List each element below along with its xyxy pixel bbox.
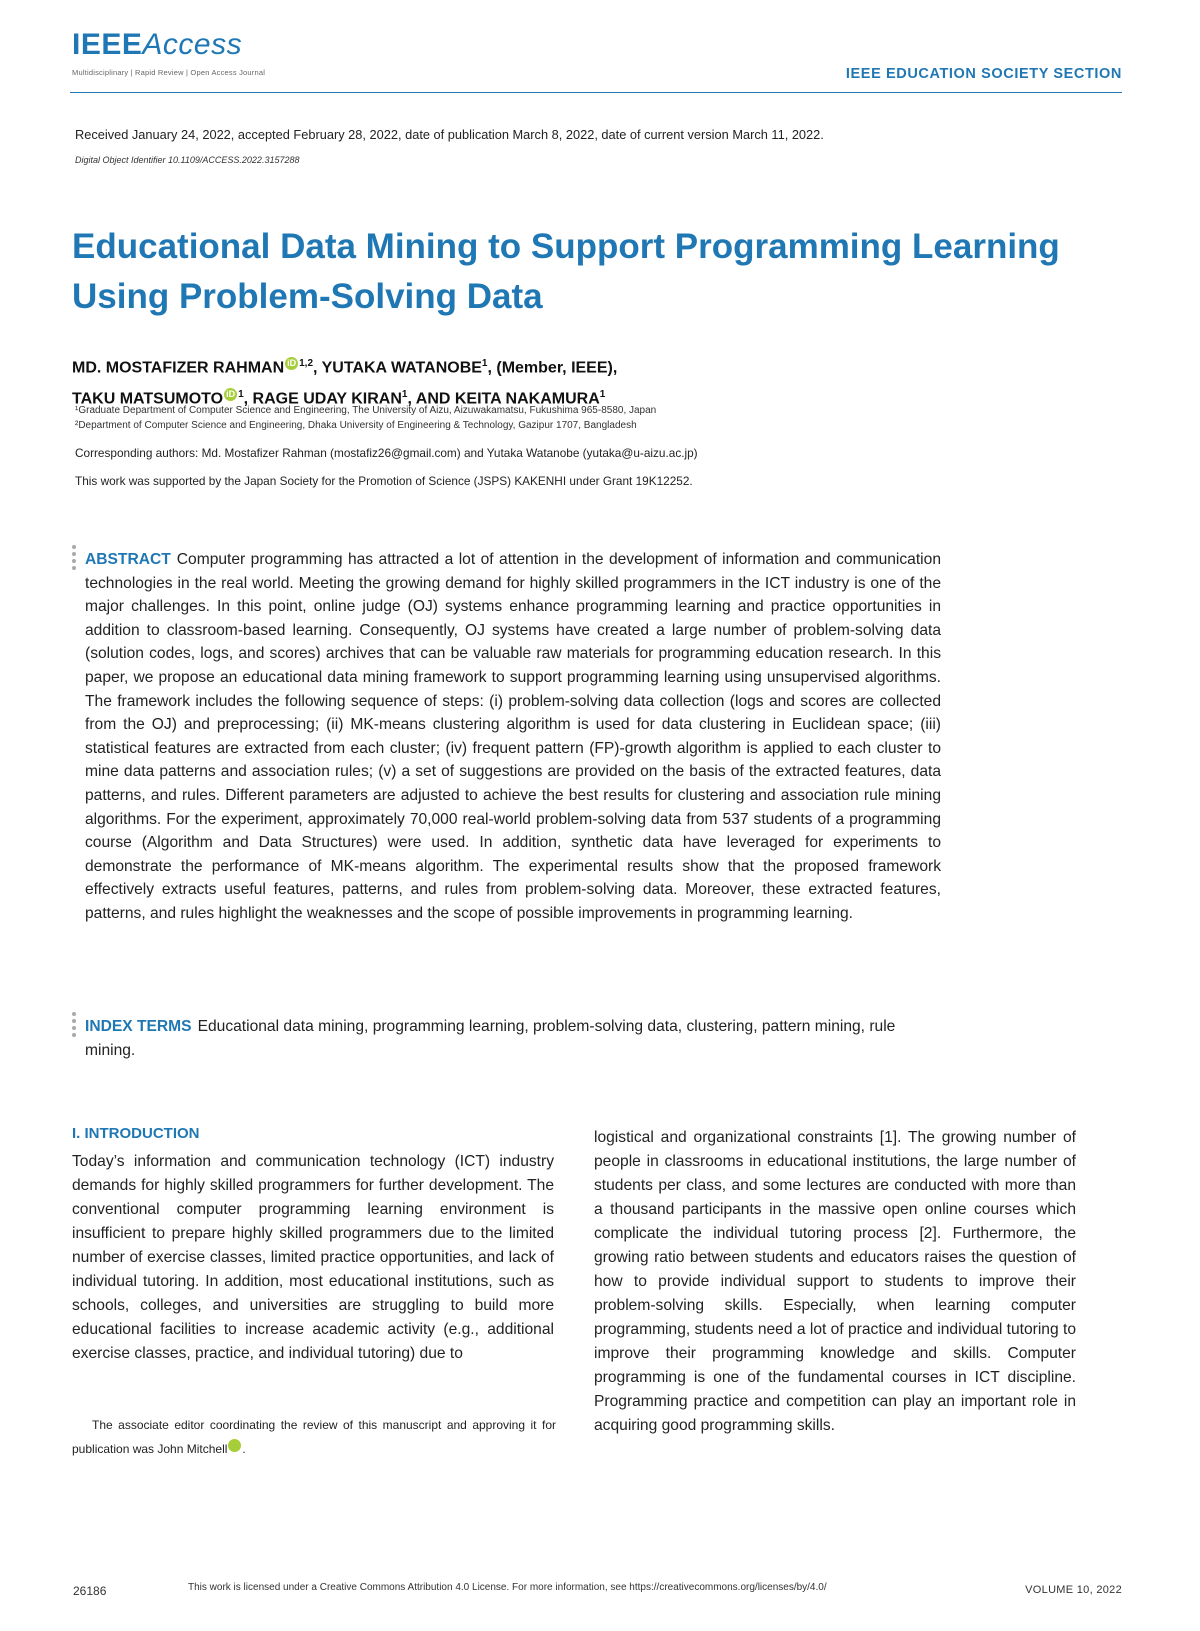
paper-title: Educational Data Mining to Support Programming Learning Using Problem-Solving Data bbox=[72, 227, 1060, 316]
affiliation: ²Department of Computer Science and Engineering, Dhaka University of Engineering & Technology, Gazipur 1707, Bangladesh bbox=[75, 420, 637, 431]
author-name: TAKU MATSUMOTO bbox=[72, 390, 224, 408]
author-affil-sup: 1 bbox=[401, 389, 408, 401]
author-name: , RAGE UDAY KIRAN bbox=[243, 390, 402, 408]
author-name: , YUTAKA WATANOBE bbox=[313, 359, 482, 377]
body-column-left: Today’s information and communication technology (ICT) industry demands for highly skilled programmers for further development. The conventional computer programming learning environment is insufficient to prepare highly skilled programmers due to the limited number of exercise classes, limited practice opportunities, and lack of individual tutoring. In addition, most educational institutions, such as schools, colleges, and universities are struggling to build more educational facilities to increase academic activity (e.g., additional exercise classes, practice, and individual tutoring) due to bbox=[72, 1153, 554, 1362]
section-heading: I. INTRODUCTION bbox=[72, 1125, 200, 1142]
editor-footnote bbox=[72, 1413, 556, 1461]
author-membership: , (Member, IEEE), bbox=[487, 359, 618, 377]
abstract bbox=[85, 548, 941, 926]
author-affil-sup: 1,2 bbox=[299, 358, 314, 369]
logo-ieee: IEEE bbox=[72, 28, 143, 61]
doi: Digital Object Identifier 10.1109/ACCESS.2022.3157288 bbox=[75, 155, 300, 165]
orcid-icon[interactable]: iD bbox=[226, 389, 236, 400]
footnote-end: . bbox=[242, 1442, 246, 1456]
body-column-right: logistical and organizational constraints [1]. The growing number of people in classrooms in educational institutions, the large number of students per class, and some lectures are conducted with more than a thousand participants in the massive open online courses which complicate the individual tutoring process [2]. Furthermore, the growing ratio between students and educators raises the question of how to provide individual support to students to improve their problem-solving skills. Especially, when learning computer programming, students need a lot of practice and individual tutoring to improve their programming knowledge and skills. Computer programming is one of the fundamental courses in ICT discipline. Programming practice and competition can play an important role in acquiring good programming skills. bbox=[594, 1129, 1076, 1434]
corresponding-authors: Corresponding authors: Md. Mostafizer Rahman (mostafiz26@gmail.com) and Yutaka Watanobe (yutaka@u-aizu.ac.jp) bbox=[75, 446, 698, 460]
author-affil-sup: 1 bbox=[481, 358, 488, 369]
index-terms-text: Educational data mining, programming learning, problem-solving data, clustering, pattern mining, rule mining. bbox=[85, 1018, 896, 1059]
author-name: MD. MOSTAFIZER RAHMAN bbox=[72, 359, 285, 377]
license-link[interactable]: This work is licensed under a Creative Commons Attribution 4.0 License. For more information, see https://creativecommons.org/licenses/by/4.0/ bbox=[188, 1582, 827, 1593]
logo-access: Access bbox=[142, 28, 243, 61]
page-number: 26186 bbox=[73, 1584, 107, 1598]
funding-statement: This work was supported by the Japan Society for the Promotion of Science (JSPS) KAKENHI under Grant 19K12252. bbox=[75, 474, 693, 488]
author-affil-sup: 1 bbox=[238, 389, 244, 401]
journal-logo bbox=[72, 30, 265, 77]
received-dates: Received January 24, 2022, accepted February 28, 2022, date of publication March 8, 2022, date of current version March 11, 2022. bbox=[75, 127, 824, 142]
section-label: IEEE EDUCATION SOCIETY SECTION bbox=[845, 66, 1122, 82]
author-list bbox=[72, 350, 1092, 413]
header-divider bbox=[70, 92, 1122, 93]
orcid-icon[interactable]: iD bbox=[287, 358, 297, 368]
affiliation: ¹Graduate Department of Computer Science and Engineering, The University of Aizu, Aizuwakamatsu, Fukushima 965-8580, Japan bbox=[75, 405, 657, 416]
section-marker-icon bbox=[72, 545, 80, 573]
section-marker-icon bbox=[72, 1012, 80, 1040]
author-affil-sup: 1 bbox=[599, 389, 606, 401]
abstract-text: Computer programming has attracted a lot of attention in the development of information and communication technologies in the real world. Meeting the growing demand for highly skilled programmers in the ICT industry is one of the major challenges. In this point, online judge (OJ) systems enhance programming learning and practice opportunities in addition to classroom-based learning. Consequently, OJ systems have created a large number of problem-solving data (solution codes, logs, and scores) archives that can be valuable raw materials for programming education research. In this paper, we propose an educational data mining framework to support programming learning using unsupervised algorithms. The framework includes the following sequence of steps: (i) problem-solving data collection (logs and scores are collected from the OJ) and preprocessing; (ii) MK-means clustering algorithm is used for data clustering in Euclidean space; (iii) statistical features are extracted from each cluster; (iv) frequent pattern (FP)-growth algorithm is applied to each cluster to mine data patterns and association rules; (v) a set of suggestions are provided on the basis of the extracted features, data patterns, and rules. Different parameters are adjusted to achieve the best results for clustering and association rule mining algorithms. For the experiment, approximately 70,000 real-world problem-solving data from 537 students of a programming course (Algorithm and Data Structures) were used. In addition, synthetic data have leveraged for experiments to demonstrate the performance of MK-means algorithm. The experimental results show that the proposed framework effectively extracts useful features, patterns, and rules from problem-solving data. Moreover, these extracted features, patterns, and rules highlight the weaknesses and the scope of possible improvements in programming learning. bbox=[85, 551, 941, 922]
logo-tagline: Multidisciplinary | Rapid Review | Open Access Journal bbox=[72, 68, 266, 77]
volume-label: VOLUME 10, 2022 bbox=[1025, 1584, 1122, 1596]
index-terms bbox=[85, 1015, 941, 1063]
author-name: , AND KEITA NAKAMURA bbox=[407, 390, 600, 408]
orcid-icon[interactable]: iD bbox=[228, 1439, 241, 1452]
index-terms-label: INDEX TERMS bbox=[85, 1018, 192, 1035]
abstract-label: ABSTRACT bbox=[85, 551, 171, 568]
footnote-text: The associate editor coordinating the review of this manuscript and approving it for publication was John Mitchell bbox=[72, 1418, 556, 1456]
